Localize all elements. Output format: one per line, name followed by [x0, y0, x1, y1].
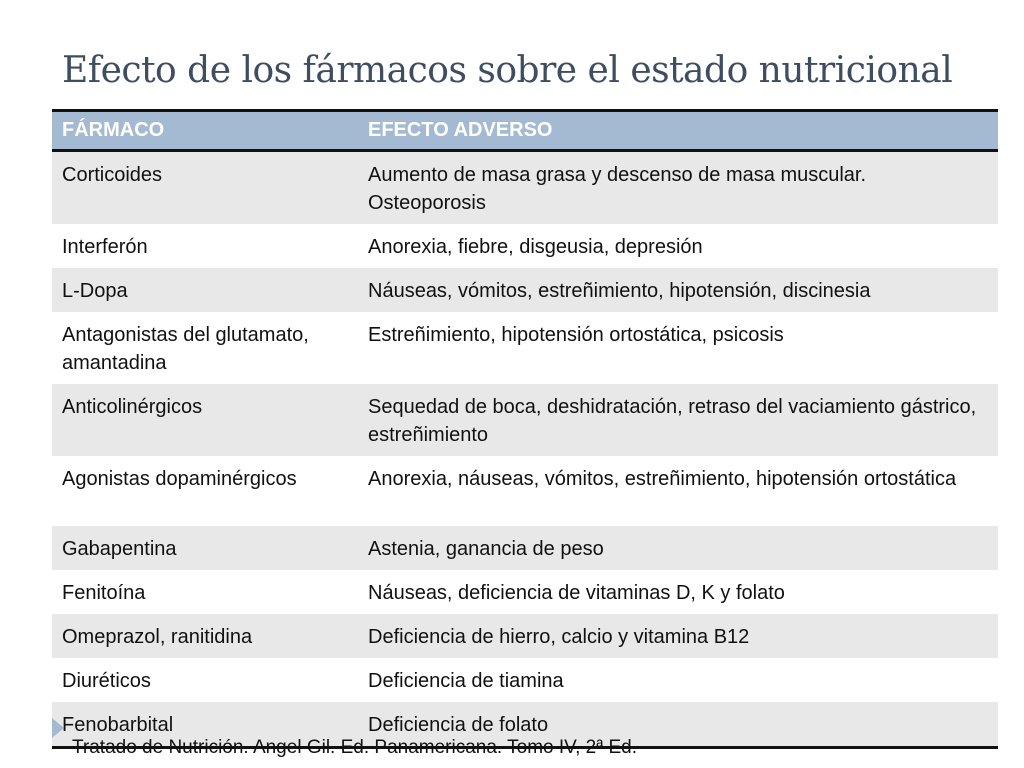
- effect-cell: Anorexia, náuseas, vómitos, estreñimiento, hipotensión ortostática: [368, 468, 957, 490]
- table-row: [52, 151, 998, 225]
- table-row: [52, 224, 998, 268]
- header-drug: FÁRMACO: [52, 111, 358, 151]
- effect-cell: Deficiencia de hierro, calcio y vitamina B12: [368, 626, 750, 648]
- drug-cell: Antagonistas del glutamato, amantadina: [62, 324, 309, 374]
- triangle-arrow-icon: [52, 718, 64, 738]
- drug-cell: Corticoides: [62, 164, 163, 186]
- table-header-row: [52, 111, 998, 151]
- table-row: [52, 456, 998, 526]
- effect-cell: Deficiencia de tiamina: [368, 670, 564, 692]
- drug-cell: L-Dopa: [62, 280, 128, 302]
- effect-cell: Náuseas, vómitos, estreñimiento, hipotensión, discinesia: [368, 280, 871, 302]
- effect-cell: Náuseas, deficiencia de vitaminas D, K y folato: [368, 582, 785, 604]
- effect-cell: Astenia, ganancia de peso: [368, 538, 604, 560]
- table-row: [52, 614, 998, 658]
- drug-cell: Gabapentina: [62, 538, 177, 560]
- drug-cell: Diuréticos: [62, 670, 151, 692]
- slide-title: Efecto de los fármacos sobre el estado nutricional: [62, 50, 953, 91]
- effect-cell: Sequedad de boca, deshidratación, retraso del vaciamiento gástrico, estreñimiento: [368, 396, 977, 446]
- effect-cell: Estreñimiento, hipotensión ortostática, psicosis: [368, 324, 784, 346]
- drug-cell: Fenitoína: [62, 582, 146, 604]
- table-row: [52, 526, 998, 570]
- drug-effects-table-container: [52, 109, 998, 749]
- header-adverse-effect: EFECTO ADVERSO: [358, 111, 998, 151]
- drug-cell: Omeprazol, ranitidina: [62, 626, 253, 648]
- table-row: [52, 384, 998, 456]
- source-citation: Tratado de Nutrición. Angel Gil. Ed. Panamericana. Tomo IV, 2ª Ed.: [72, 737, 638, 758]
- drug-cell: Fenobarbital: [52, 702, 358, 748]
- table-row: [52, 658, 998, 702]
- effect-cell: Deficiencia de folato: [358, 702, 998, 748]
- drug-cell: Interferón: [62, 236, 148, 258]
- drug-effects-table: [52, 109, 998, 749]
- effect-cell: Anorexia, fiebre, disgeusia, depresión: [368, 236, 703, 258]
- table-row: [52, 268, 998, 312]
- drug-cell: Agonistas dopaminérgicos: [62, 468, 297, 490]
- table-row: [52, 570, 998, 614]
- effect-cell: Aumento de masa grasa y descenso de masa muscular. Osteoporosis: [368, 164, 867, 214]
- drug-cell: Anticolinérgicos: [62, 396, 203, 418]
- table-row: [52, 312, 998, 384]
